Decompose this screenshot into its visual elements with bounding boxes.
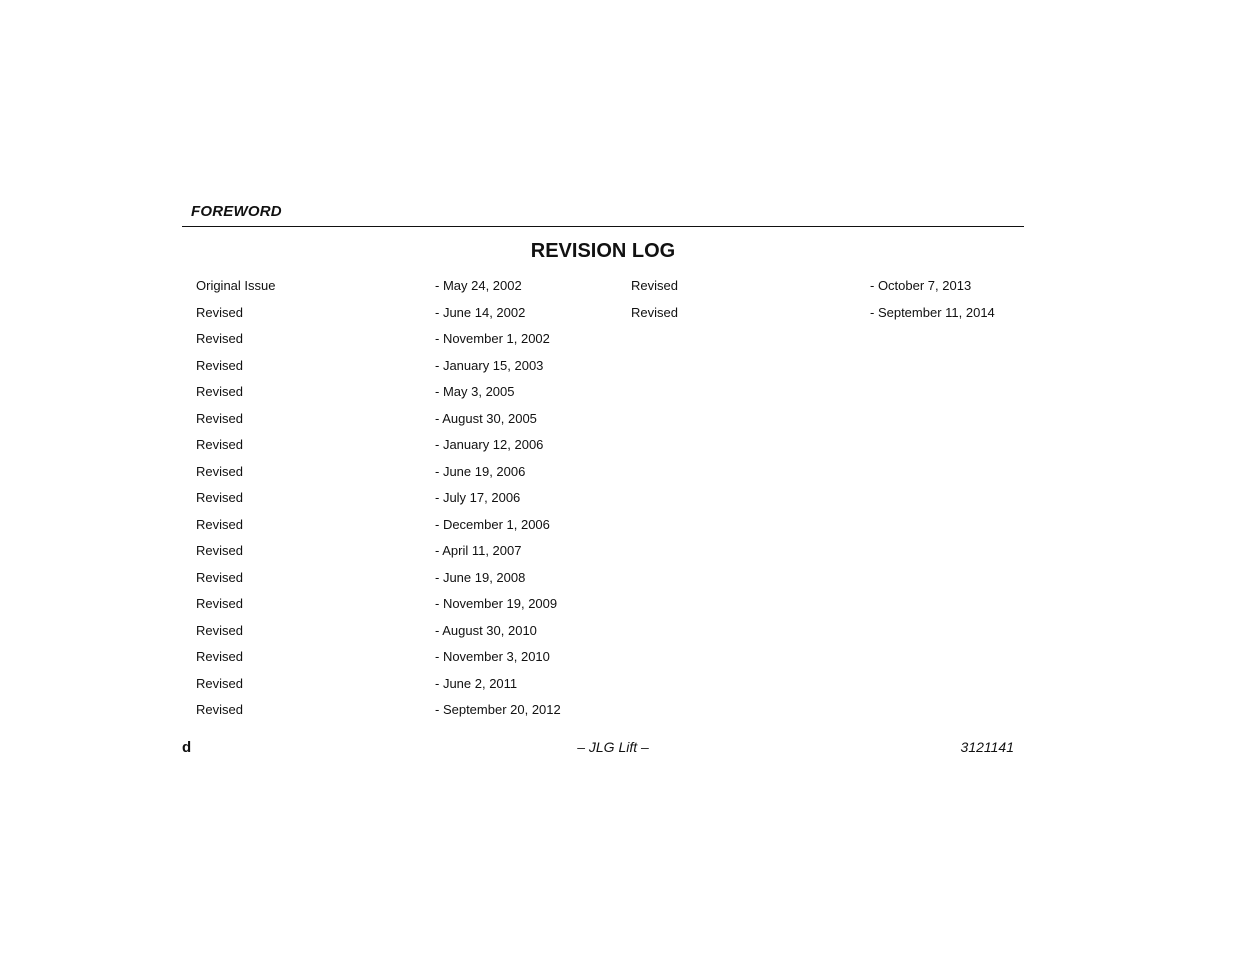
revision-label: Revised	[196, 357, 243, 373]
revision-labels-right	[631, 278, 678, 331]
revision-date: - April 11, 2007	[435, 543, 522, 558]
revision-label: Original Issue	[196, 278, 276, 293]
revision-date: - September 20, 2012	[435, 702, 561, 717]
revision-date: - November 3, 2010	[435, 649, 550, 664]
revision-label: Revised	[196, 410, 243, 426]
revision-label: Revised	[196, 675, 243, 691]
revision-label: Revised	[196, 331, 243, 346]
revision-label: Revised	[196, 384, 243, 399]
revision-date: - November 19, 2009	[435, 596, 558, 611]
footer-center-text: – JLG Lift –	[577, 739, 649, 755]
revision-label: Revised	[196, 543, 243, 558]
revision-label: Revised	[196, 437, 243, 452]
revision-date: - September 11, 2014	[870, 304, 995, 320]
revision-date: - November 1, 2002	[435, 331, 550, 346]
revision-date: - June 19, 2006	[435, 463, 526, 479]
revision-date: - June 19, 2008	[435, 569, 526, 585]
revision-label: Revised	[196, 702, 243, 717]
footer-doc-number: 3121141	[960, 739, 1014, 755]
revision-date: - January 12, 2006	[435, 437, 544, 452]
revision-label: Revised	[196, 622, 243, 638]
revision-date: - June 2, 2011	[435, 675, 518, 691]
revision-date: - May 3, 2005	[435, 384, 515, 399]
revision-date: - December 1, 2006	[435, 516, 550, 532]
header-rule	[182, 226, 1024, 227]
revision-date: - August 30, 2010	[435, 622, 537, 638]
footer-page-letter: d	[182, 739, 192, 756]
revision-label: Revised	[196, 463, 243, 479]
revision-label: Revised	[196, 569, 243, 585]
revision-label: Revised	[196, 516, 243, 532]
section-header: FOREWORD	[191, 203, 282, 220]
revision-label: Revised	[196, 490, 243, 505]
revision-date: - May 24, 2002	[435, 278, 522, 293]
revision-label: Revised	[631, 278, 678, 293]
revision-dates-right	[870, 278, 995, 331]
revision-date: - August 30, 2005	[435, 410, 537, 426]
revision-label: Revised	[196, 596, 243, 611]
revision-labels-left	[196, 278, 275, 729]
page-title: REVISION LOG	[530, 240, 676, 262]
revision-label: Revised	[196, 304, 243, 320]
revision-label: Revised	[196, 649, 243, 664]
revision-date: - July 17, 2006	[435, 490, 521, 505]
revision-label: Revised	[631, 304, 678, 320]
revision-date: - June 14, 2002	[435, 304, 526, 320]
revision-date: - January 15, 2003	[435, 357, 544, 373]
revision-date: - October 7, 2013	[870, 278, 972, 293]
revision-dates-left	[435, 278, 561, 729]
